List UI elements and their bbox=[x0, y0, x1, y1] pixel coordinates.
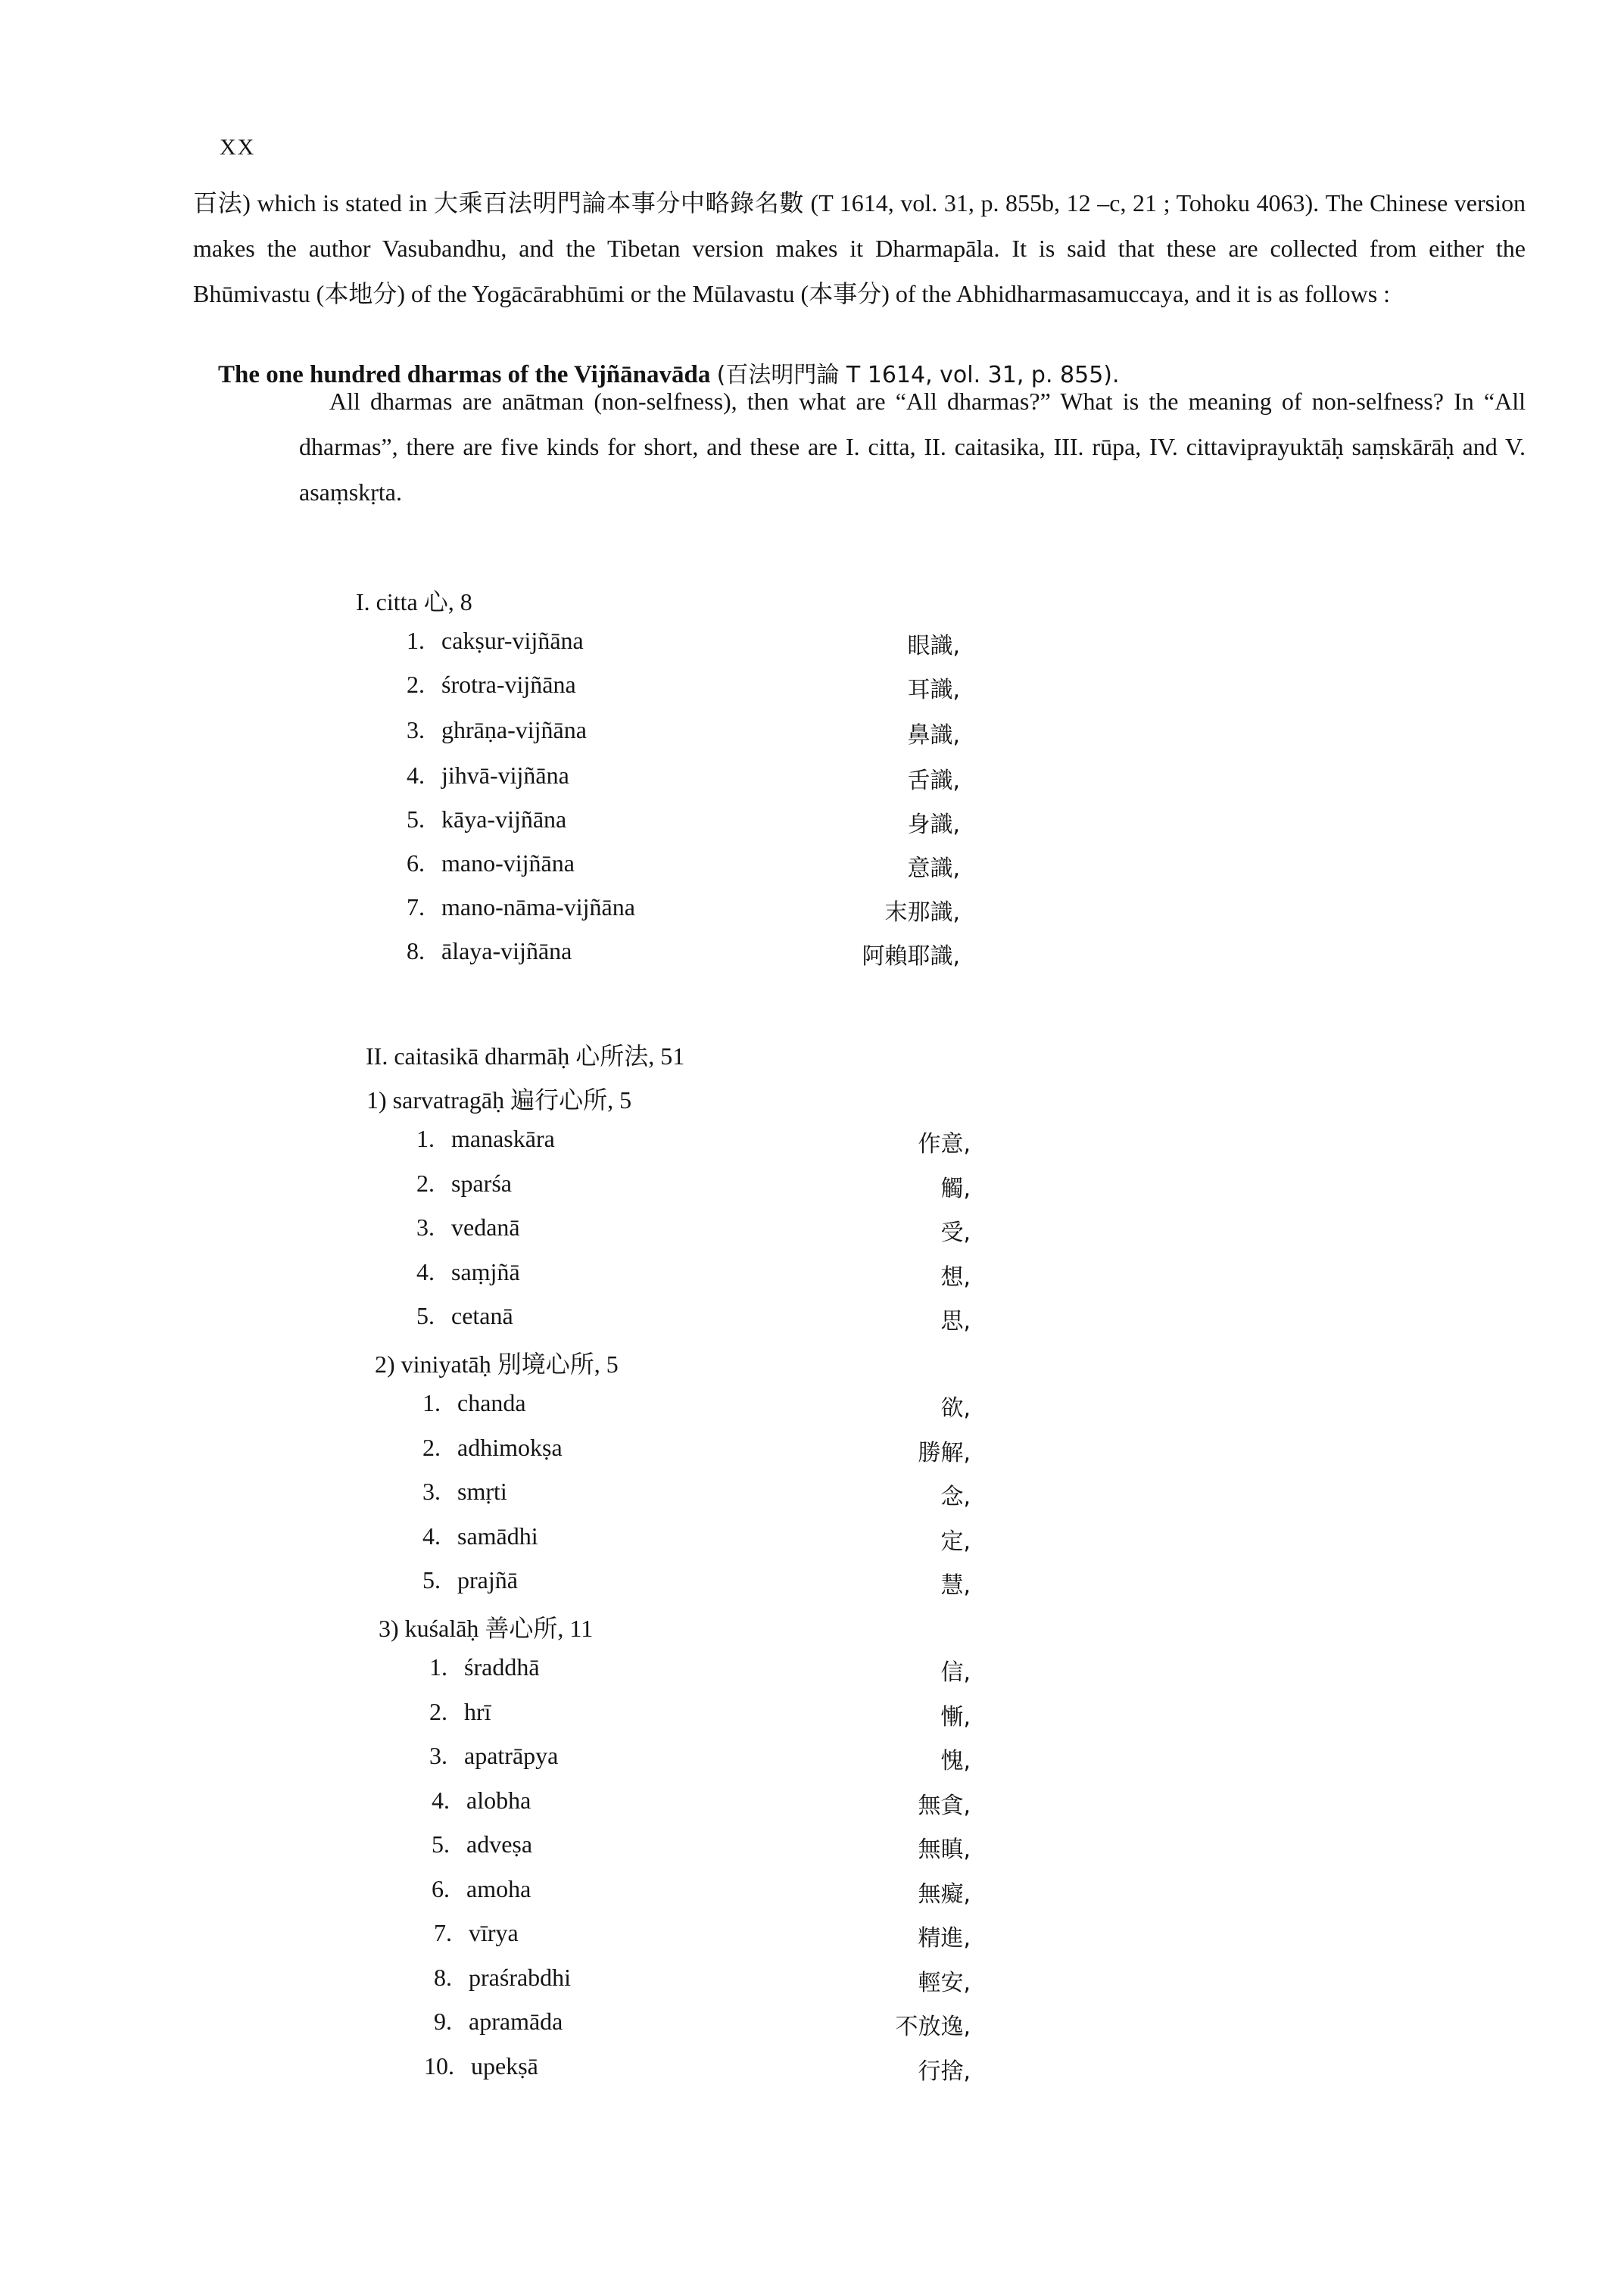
section-title-citta: I. citta 心, 8 bbox=[356, 588, 472, 615]
item-name: upekṣā bbox=[471, 2052, 538, 2080]
item-name: śraddhā bbox=[464, 1653, 540, 1681]
list-item bbox=[407, 893, 635, 921]
list-item bbox=[434, 2008, 563, 2036]
item-name: mano-nāma-vijñāna bbox=[441, 893, 635, 921]
list-item bbox=[422, 1522, 538, 1550]
item-number: 2. bbox=[422, 1433, 441, 1461]
list-item bbox=[422, 1433, 563, 1462]
item-name: chanda bbox=[457, 1389, 526, 1416]
item-number: 1. bbox=[416, 1125, 435, 1152]
item-name: apramāda bbox=[469, 2008, 563, 2035]
item-number: 6. bbox=[432, 1874, 450, 1902]
item-number: 4. bbox=[422, 1522, 441, 1550]
group-title: 1) sarvatragāḥ 遍行心所, 5 bbox=[366, 1086, 632, 1114]
list-item bbox=[416, 1169, 512, 1198]
item-chinese-term: 慧, bbox=[940, 1572, 971, 1599]
item-chinese-term: 信, bbox=[940, 1659, 971, 1686]
item-name: adveṣa bbox=[466, 1830, 533, 1858]
item-chinese-term: 念, bbox=[940, 1484, 971, 1510]
heading-title: The one hundred dharmas of the Vijñānavāda bbox=[218, 361, 711, 388]
item-chinese-term: 不放逸, bbox=[895, 2014, 971, 2040]
intro-paragraph bbox=[193, 180, 1526, 316]
item-chinese-term: 行捨, bbox=[918, 2058, 971, 2085]
section-title-caitasika: II. caitasikā dharmāḥ 心所法, 51 bbox=[366, 1042, 685, 1070]
item-chinese-term: 舌識, bbox=[907, 768, 960, 794]
list-item bbox=[429, 1742, 559, 1770]
item-chinese-term: 作意, bbox=[918, 1131, 971, 1157]
item-chinese-term: 鼻識, bbox=[907, 722, 960, 749]
item-name: mano-vijñāna bbox=[441, 849, 575, 877]
group-title: 2) viniyatāḥ 別境心所, 5 bbox=[375, 1351, 619, 1378]
item-chinese-term: 意識, bbox=[907, 855, 960, 882]
list-item bbox=[429, 1653, 540, 1681]
item-name: alobha bbox=[466, 1786, 531, 1814]
item-name: adhimokṣa bbox=[457, 1433, 563, 1461]
list-item bbox=[432, 1786, 531, 1815]
item-number: 3. bbox=[429, 1742, 447, 1769]
list-item bbox=[434, 1963, 572, 1992]
item-name: ālaya-vijñāna bbox=[441, 937, 572, 964]
list-item bbox=[416, 1302, 513, 1330]
item-number: 3. bbox=[422, 1478, 441, 1505]
item-chinese-term: 想, bbox=[940, 1263, 971, 1291]
item-chinese-term: 無貪, bbox=[918, 1792, 971, 1819]
item-name: jihvā-vijñāna bbox=[441, 762, 569, 789]
list-item bbox=[407, 805, 567, 833]
item-name: ghrāṇa-vijñāna bbox=[441, 716, 587, 743]
list-item bbox=[416, 1125, 555, 1153]
list-item bbox=[407, 937, 572, 965]
item-number: 3. bbox=[407, 716, 425, 743]
item-name: samādhi bbox=[457, 1522, 538, 1550]
item-number: 2. bbox=[407, 671, 425, 698]
item-number: 1. bbox=[422, 1389, 441, 1416]
item-chinese-term: 思, bbox=[940, 1308, 971, 1335]
item-number: 4. bbox=[416, 1257, 435, 1285]
list-item bbox=[422, 1478, 507, 1506]
item-number: 3. bbox=[416, 1213, 435, 1241]
item-number: 7. bbox=[407, 893, 425, 921]
item-name: sparśa bbox=[451, 1169, 512, 1197]
item-number: 6. bbox=[407, 849, 425, 877]
item-number: 7. bbox=[434, 1919, 452, 1946]
list-item bbox=[432, 1874, 531, 1903]
intro-text: 百法) which is stated in 大乘百法明門論本事分中略錄名數 (T 1614, vol. 31, p. 855b, 12 –c, 21 ; Tohoku 4063). The Chinese version makes the author Vasubandhu, and the Tibetan version makes it Dharmapāla. It is said that these are collected from either the Bhūmivastu (本地分) of the Yogācārabhūmi or the Mūlavastu (本事分) of the Abhidharmasamuccaya, and it is as follows : bbox=[193, 189, 1526, 307]
item-chinese-term: 耳識, bbox=[907, 677, 960, 703]
item-name: saṃjñā bbox=[451, 1257, 520, 1285]
list-item bbox=[407, 849, 575, 877]
item-chinese-term: 勝解, bbox=[918, 1439, 971, 1466]
item-number: 5. bbox=[416, 1302, 435, 1329]
item-chinese-term: 受, bbox=[940, 1220, 971, 1246]
body-paragraph bbox=[299, 379, 1526, 515]
list-item bbox=[407, 716, 587, 744]
item-chinese-term: 阿賴耶識, bbox=[862, 943, 960, 970]
item-chinese-term: 眼識, bbox=[907, 633, 960, 659]
item-chinese-term: 慚, bbox=[940, 1703, 971, 1731]
item-chinese-term: 觸, bbox=[940, 1175, 971, 1202]
item-name: vedanā bbox=[451, 1213, 520, 1241]
item-chinese-term: 輕安, bbox=[918, 1969, 971, 1996]
list-item bbox=[422, 1566, 518, 1594]
item-name: prajñā bbox=[457, 1566, 518, 1594]
list-item bbox=[407, 671, 576, 699]
item-number: 1. bbox=[407, 627, 425, 654]
item-name: cetanā bbox=[451, 1302, 513, 1329]
list-item bbox=[416, 1257, 520, 1286]
item-name: śrotra-vijñāna bbox=[441, 671, 576, 698]
item-number: 2. bbox=[416, 1169, 435, 1197]
item-chinese-term: 無癡, bbox=[918, 1880, 971, 1908]
heading-reference: (百法明門論 T 1614, vol. 31, p. 855). bbox=[716, 362, 1120, 388]
item-name: amoha bbox=[466, 1874, 531, 1902]
item-chinese-term: 無瞋, bbox=[918, 1837, 971, 1863]
list-item bbox=[432, 1830, 533, 1858]
list-item bbox=[407, 762, 569, 790]
item-number: 5. bbox=[422, 1566, 441, 1594]
item-name: kāya-vijñāna bbox=[441, 805, 567, 833]
item-number: 1. bbox=[429, 1653, 447, 1681]
item-number: 9. bbox=[434, 2008, 452, 2035]
group-title: 3) kuśalāḥ 善心所, 11 bbox=[379, 1615, 594, 1642]
item-number: 4. bbox=[407, 762, 425, 789]
item-number: 4. bbox=[432, 1786, 450, 1814]
list-item bbox=[416, 1213, 520, 1242]
item-name: smṛti bbox=[457, 1478, 507, 1505]
item-name: cakṣur-vijñāna bbox=[441, 627, 584, 654]
item-number: 10. bbox=[424, 2052, 454, 2080]
item-chinese-term: 精進, bbox=[918, 1925, 971, 1952]
list-item bbox=[422, 1389, 526, 1417]
list-item bbox=[434, 1919, 519, 1947]
item-chinese-term: 愧, bbox=[940, 1748, 971, 1774]
item-chinese-term: 末那識, bbox=[884, 899, 960, 926]
page-number: XX bbox=[220, 135, 256, 160]
list-item bbox=[424, 2052, 538, 2080]
item-name: hrī bbox=[464, 1697, 491, 1725]
list-item bbox=[407, 627, 584, 655]
item-number: 8. bbox=[434, 1963, 452, 1991]
item-name: praśrabdhi bbox=[469, 1963, 572, 1991]
item-number: 8. bbox=[407, 937, 425, 964]
item-chinese-term: 身識, bbox=[907, 812, 960, 838]
item-number: 5. bbox=[432, 1830, 450, 1858]
item-number: 5. bbox=[407, 805, 425, 833]
item-name: vīrya bbox=[469, 1919, 519, 1946]
body-text: All dharmas are anātman (non-selfness), then what are “All dharmas?” What is the meaning of non-selfness? In “All dharmas”, there are five kinds for short, and these are I. citta, II. caitasika, III. rūpa, IV. cittaviprayuktāḥ saṃskārāḥ and V. asaṃskṛta. bbox=[299, 388, 1526, 506]
list-item bbox=[429, 1697, 491, 1726]
item-name: manaskāra bbox=[451, 1125, 555, 1152]
item-number: 2. bbox=[429, 1697, 447, 1725]
item-name: apatrāpya bbox=[464, 1742, 559, 1769]
item-chinese-term: 定, bbox=[940, 1528, 971, 1555]
item-chinese-term: 欲, bbox=[940, 1395, 971, 1422]
